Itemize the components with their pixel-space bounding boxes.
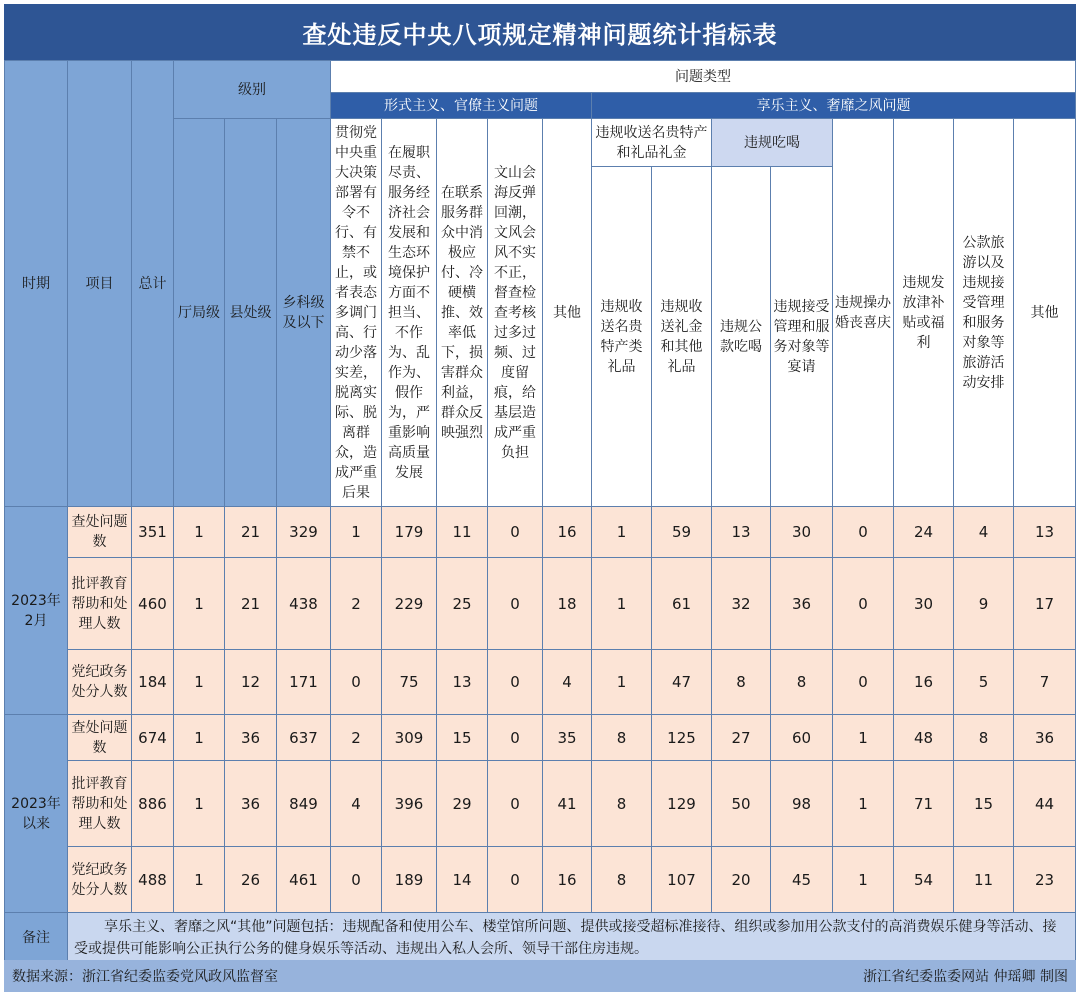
- row-item-label: 党纪政务处分人数: [68, 650, 132, 715]
- data-cell: 18: [543, 558, 592, 650]
- header-formalism-col: 在履职尽责、服务经济社会发展和生态环境保护方面不担当、不作为、乱作为、假作为，严重影响高质量发展: [382, 119, 437, 507]
- header-formalism: 形式主义、官僚主义问题: [331, 93, 592, 119]
- credit: 浙江省纪委监委网站 仲瑶卿 制图: [863, 969, 1068, 985]
- data-cell: 98: [771, 761, 833, 847]
- data-cell: 30: [894, 558, 954, 650]
- data-cell: 0: [833, 558, 894, 650]
- header-period: 时期: [5, 61, 68, 507]
- data-cell: 0: [833, 507, 894, 558]
- data-cell: 16: [543, 847, 592, 913]
- row-item-label: 批评教育帮助和处理人数: [68, 761, 132, 847]
- data-cell: 5: [954, 650, 1014, 715]
- data-cell: 54: [894, 847, 954, 913]
- data-cell: 1: [331, 507, 382, 558]
- page-title: 查处违反中央八项规定精神问题统计指标表: [4, 4, 1076, 60]
- data-cell: 2: [331, 558, 382, 650]
- data-cell: 107: [652, 847, 712, 913]
- header-problem-type: 问题类型: [331, 61, 1076, 93]
- data-cell: 11: [437, 507, 488, 558]
- data-cell: 27: [712, 715, 771, 761]
- data-cell: 4: [331, 761, 382, 847]
- data-cell: 47: [652, 650, 712, 715]
- data-cell: 1: [174, 715, 225, 761]
- data-cell: 24: [894, 507, 954, 558]
- data-cell: 309: [382, 715, 437, 761]
- data-cell: 8: [954, 715, 1014, 761]
- data-cell: 1: [174, 558, 225, 650]
- data-cell: 61: [652, 558, 712, 650]
- data-cell: 1: [174, 507, 225, 558]
- data-cell: 16: [894, 650, 954, 715]
- statistics-sheet: [4, 4, 1076, 992]
- data-cell: 17: [1014, 558, 1076, 650]
- data-cell: 13: [712, 507, 771, 558]
- data-cell: 11: [954, 847, 1014, 913]
- data-cell: 1: [592, 650, 652, 715]
- data-cell: 1: [833, 847, 894, 913]
- data-cell: 15: [437, 715, 488, 761]
- data-cell: 8: [592, 847, 652, 913]
- data-cell: 1: [174, 847, 225, 913]
- data-cell: 8: [771, 650, 833, 715]
- data-cell: 9: [954, 558, 1014, 650]
- data-cell: 25: [437, 558, 488, 650]
- data-cell: 23: [1014, 847, 1076, 913]
- data-cell: 8: [712, 650, 771, 715]
- header-formalism-col: 在联系服务群众中消极应付、冷硬横推、效率低下，损害群众利益，群众反映强烈: [437, 119, 488, 507]
- data-cell: 229: [382, 558, 437, 650]
- data-cell: 30: [771, 507, 833, 558]
- data-cell: 438: [277, 558, 331, 650]
- data-cell: 1: [833, 761, 894, 847]
- data-cell: 29: [437, 761, 488, 847]
- header-hedonism-col: 其他: [1014, 119, 1076, 507]
- data-cell: 396: [382, 761, 437, 847]
- data-cell: 44: [1014, 761, 1076, 847]
- data-cell: 0: [488, 761, 543, 847]
- data-cell: 41: [543, 761, 592, 847]
- data-cell: 8: [592, 715, 652, 761]
- footer: [4, 960, 1076, 992]
- data-cell: 1: [174, 650, 225, 715]
- data-cell: 184: [132, 650, 174, 715]
- data-cell: 0: [488, 507, 543, 558]
- row-item-label: 查处问题数: [68, 507, 132, 558]
- data-cell: 179: [382, 507, 437, 558]
- data-cell: 0: [488, 558, 543, 650]
- header-gift-col: 违规收送名贵特产类礼品: [592, 167, 652, 507]
- data-cell: 71: [894, 761, 954, 847]
- header-hedonism-col: 公款旅游以及违规接受管理和服务对象等旅游活动安排: [954, 119, 1014, 507]
- data-cell: 0: [488, 847, 543, 913]
- data-cell: 36: [225, 761, 277, 847]
- data-cell: 59: [652, 507, 712, 558]
- data-cell: 20: [712, 847, 771, 913]
- data-cell: 8: [592, 761, 652, 847]
- data-cell: 1: [833, 715, 894, 761]
- data-cell: 0: [488, 715, 543, 761]
- notes-text: 享乐主义、奢靡之风“其他”问题包括：违规配备和使用公车、楼堂馆所问题、提供或接受超标准接待、组织或参加用公款支付的高消费娱乐健身等活动、接受或提供可能影响公正执行公务的健身娱乐等活动、违规出入私人会所、领导干部住房违规。: [68, 913, 1076, 963]
- data-cell: 13: [1014, 507, 1076, 558]
- data-cell: 21: [225, 558, 277, 650]
- data-cell: 26: [225, 847, 277, 913]
- data-cell: 0: [331, 650, 382, 715]
- notes-label: 备注: [5, 913, 68, 963]
- data-cell: 2: [331, 715, 382, 761]
- data-cell: 0: [833, 650, 894, 715]
- row-item-label: 查处问题数: [68, 715, 132, 761]
- header-dining-col: 违规接受管理和服务对象等宴请: [771, 167, 833, 507]
- data-cell: 0: [331, 847, 382, 913]
- data-cell: 329: [277, 507, 331, 558]
- row-item-label: 批评教育帮助和处理人数: [68, 558, 132, 650]
- header-level-col: 县处级: [225, 119, 277, 507]
- header-level-col: 乡科级及以下: [277, 119, 331, 507]
- data-cell: 125: [652, 715, 712, 761]
- row-item-label: 党纪政务处分人数: [68, 847, 132, 913]
- header-hedonism-col: 违规发放津补贴或福利: [894, 119, 954, 507]
- data-cell: 16: [543, 507, 592, 558]
- data-cell: 189: [382, 847, 437, 913]
- data-cell: 1: [592, 507, 652, 558]
- header-item: 项目: [68, 61, 132, 507]
- data-source: 数据来源：浙江省纪委监委党风政风监督室: [12, 969, 278, 985]
- data-cell: 50: [712, 761, 771, 847]
- data-cell: 0: [488, 650, 543, 715]
- data-cell: 488: [132, 847, 174, 913]
- data-cell: 60: [771, 715, 833, 761]
- header-formalism-col: 文山会海反弹回潮，文风会风不实不正，督查检查考核过多过频、过度留痕，给基层造成严重负担: [488, 119, 543, 507]
- data-cell: 13: [437, 650, 488, 715]
- header-dining-group: 违规吃喝: [712, 119, 833, 167]
- data-cell: 12: [225, 650, 277, 715]
- data-cell: 4: [543, 650, 592, 715]
- data-cell: 32: [712, 558, 771, 650]
- data-cell: 460: [132, 558, 174, 650]
- header-level-col: 厅局级: [174, 119, 225, 507]
- data-cell: 75: [382, 650, 437, 715]
- data-cell: 886: [132, 761, 174, 847]
- data-cell: 36: [1014, 715, 1076, 761]
- data-cell: 36: [225, 715, 277, 761]
- data-cell: 48: [894, 715, 954, 761]
- period-label: 2023年以来: [5, 715, 68, 913]
- data-cell: 351: [132, 507, 174, 558]
- header-dining-col: 违规公款吃喝: [712, 167, 771, 507]
- data-cell: 461: [277, 847, 331, 913]
- header-total: 总计: [132, 61, 174, 507]
- data-cell: 1: [174, 761, 225, 847]
- data-cell: 21: [225, 507, 277, 558]
- data-cell: 4: [954, 507, 1014, 558]
- data-cell: 36: [771, 558, 833, 650]
- statistics-table: [4, 60, 1076, 963]
- header-level: 级别: [174, 61, 331, 119]
- data-cell: 15: [954, 761, 1014, 847]
- header-hedonism-col: 违规操办婚丧喜庆: [833, 119, 894, 507]
- data-cell: 35: [543, 715, 592, 761]
- data-cell: 1: [592, 558, 652, 650]
- data-cell: 45: [771, 847, 833, 913]
- data-cell: 674: [132, 715, 174, 761]
- data-cell: 637: [277, 715, 331, 761]
- header-formalism-col: 其他: [543, 119, 592, 507]
- header-gift-col: 违规收送礼金和其他礼品: [652, 167, 712, 507]
- data-cell: 171: [277, 650, 331, 715]
- data-cell: 849: [277, 761, 331, 847]
- data-cell: 14: [437, 847, 488, 913]
- header-formalism-col: 贯彻党中央重大决策部署有令不行、有禁不止，或者表态多调门高、行动少落实差，脱离实际、脱离群众，造成严重后果: [331, 119, 382, 507]
- data-cell: 7: [1014, 650, 1076, 715]
- data-cell: 129: [652, 761, 712, 847]
- header-hedonism: 享乐主义、奢靡之风问题: [592, 93, 1076, 119]
- header-gifts-group: 违规收送名贵特产和礼品礼金: [592, 119, 712, 167]
- period-label: 2023年2月: [5, 507, 68, 715]
